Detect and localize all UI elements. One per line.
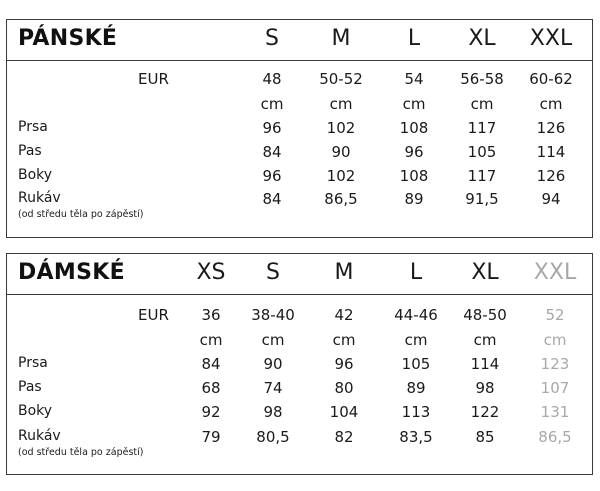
- men-hips-value: 117: [467, 167, 497, 185]
- men-sleeve-value: 84: [262, 190, 282, 208]
- men-size-table: [6, 19, 593, 238]
- women-unit: cm: [473, 331, 497, 349]
- women-hips-value: 104: [329, 403, 359, 421]
- women-waist-value: 68: [201, 379, 221, 397]
- women-hips-value: 122: [470, 403, 500, 421]
- women-hips-value: 98: [263, 403, 283, 421]
- women-waist-value: 89: [406, 379, 426, 397]
- women-size-xs: XS: [196, 260, 226, 285]
- women-row-label-sleeve: Rukáv: [18, 428, 61, 444]
- women-sleeve-value: 79: [201, 428, 221, 446]
- women-eur-value: 36: [201, 306, 221, 324]
- men-sleeve-value: 86,5: [324, 190, 358, 208]
- women-size-xl: XL: [471, 260, 499, 285]
- men-sleeve-value: 94: [541, 190, 561, 208]
- men-chest-value: 108: [399, 119, 429, 137]
- men-size-xl: XL: [468, 26, 496, 51]
- women-sleeve-value: 83,5: [399, 428, 433, 446]
- women-hips-value: 92: [201, 403, 221, 421]
- men-size-l: L: [407, 26, 421, 51]
- women-header-row: [7, 254, 592, 295]
- women-hips-value: 131: [540, 403, 570, 421]
- women-chest-value: 84: [201, 355, 221, 373]
- women-unit: cm: [332, 331, 356, 349]
- men-sleeve-value: 89: [404, 190, 424, 208]
- men-unit: cm: [402, 95, 426, 113]
- men-chest-value: 102: [326, 119, 356, 137]
- men-chest-value: 126: [536, 119, 566, 137]
- women-row-label-waist: Pas: [18, 379, 42, 395]
- men-sleeve-value: 91,5: [465, 190, 499, 208]
- women-eur-value: 52: [545, 306, 565, 324]
- men-eur-value: 56-58: [460, 70, 504, 88]
- men-waist-value: 105: [467, 143, 497, 161]
- men-waist-value: 96: [404, 143, 424, 161]
- men-chest-value: 96: [262, 119, 282, 137]
- women-row-label-hips: Boky: [18, 403, 53, 419]
- men-size-xxl: XXL: [529, 26, 573, 51]
- women-eur-label: EUR: [138, 306, 169, 324]
- women-eur-value: 44-46: [394, 306, 438, 324]
- men-size-m: M: [331, 26, 351, 51]
- women-sleeve-value: 80,5: [256, 428, 290, 446]
- men-unit: cm: [470, 95, 494, 113]
- men-eur-value: 50-52: [319, 70, 363, 88]
- women-eur-value: 48-50: [463, 306, 507, 324]
- men-unit: cm: [329, 95, 353, 113]
- men-hips-value: 108: [399, 167, 429, 185]
- women-unit: cm: [199, 331, 223, 349]
- women-hips-value: 113: [401, 403, 431, 421]
- men-hips-value: 96: [262, 167, 282, 185]
- women-unit: cm: [404, 331, 428, 349]
- women-title: DÁMSKÉ: [18, 260, 125, 285]
- men-waist-value: 90: [331, 143, 351, 161]
- men-eur-value: 54: [404, 70, 424, 88]
- women-chest-value: 123: [540, 355, 570, 373]
- men-hips-value: 126: [536, 167, 566, 185]
- women-waist-value: 107: [540, 379, 570, 397]
- women-chest-value: 114: [470, 355, 500, 373]
- women-chest-value: 90: [263, 355, 283, 373]
- women-unit: cm: [261, 331, 285, 349]
- men-row-label-hips: Boky: [18, 167, 53, 183]
- women-size-xxl: XXL: [533, 260, 577, 285]
- men-row-label-waist: Pas: [18, 143, 42, 159]
- women-eur-value: 42: [334, 306, 354, 324]
- men-sleeve-note: (od středu těla po zápěstí): [18, 209, 144, 220]
- women-size-s: S: [266, 260, 280, 285]
- women-size-m: M: [334, 260, 354, 285]
- women-chest-value: 96: [334, 355, 354, 373]
- women-sleeve-note: (od středu těla po zápěstí): [18, 447, 144, 458]
- men-unit: cm: [539, 95, 563, 113]
- women-sleeve-value: 82: [334, 428, 354, 446]
- women-waist-value: 98: [475, 379, 495, 397]
- men-waist-value: 114: [536, 143, 566, 161]
- women-size-table: [6, 253, 593, 475]
- men-row-label-sleeve: Rukáv: [18, 190, 61, 206]
- men-title: PÁNSKÉ: [18, 26, 118, 51]
- women-unit: cm: [543, 331, 567, 349]
- women-sleeve-value: 86,5: [538, 428, 572, 446]
- women-size-l: L: [409, 260, 423, 285]
- men-size-s: S: [265, 26, 279, 51]
- women-sleeve-value: 85: [475, 428, 495, 446]
- men-hips-value: 102: [326, 167, 356, 185]
- men-waist-value: 84: [262, 143, 282, 161]
- men-row-label-chest: Prsa: [18, 119, 48, 135]
- women-waist-value: 74: [263, 379, 283, 397]
- men-chest-value: 117: [467, 119, 497, 137]
- men-unit: cm: [260, 95, 284, 113]
- men-eur-label: EUR: [138, 70, 169, 88]
- women-row-label-chest: Prsa: [18, 355, 48, 371]
- women-eur-value: 38-40: [251, 306, 295, 324]
- women-chest-value: 105: [401, 355, 431, 373]
- men-eur-value: 60-62: [529, 70, 573, 88]
- women-waist-value: 80: [334, 379, 354, 397]
- men-eur-value: 48: [262, 70, 282, 88]
- men-header-row: [7, 20, 592, 61]
